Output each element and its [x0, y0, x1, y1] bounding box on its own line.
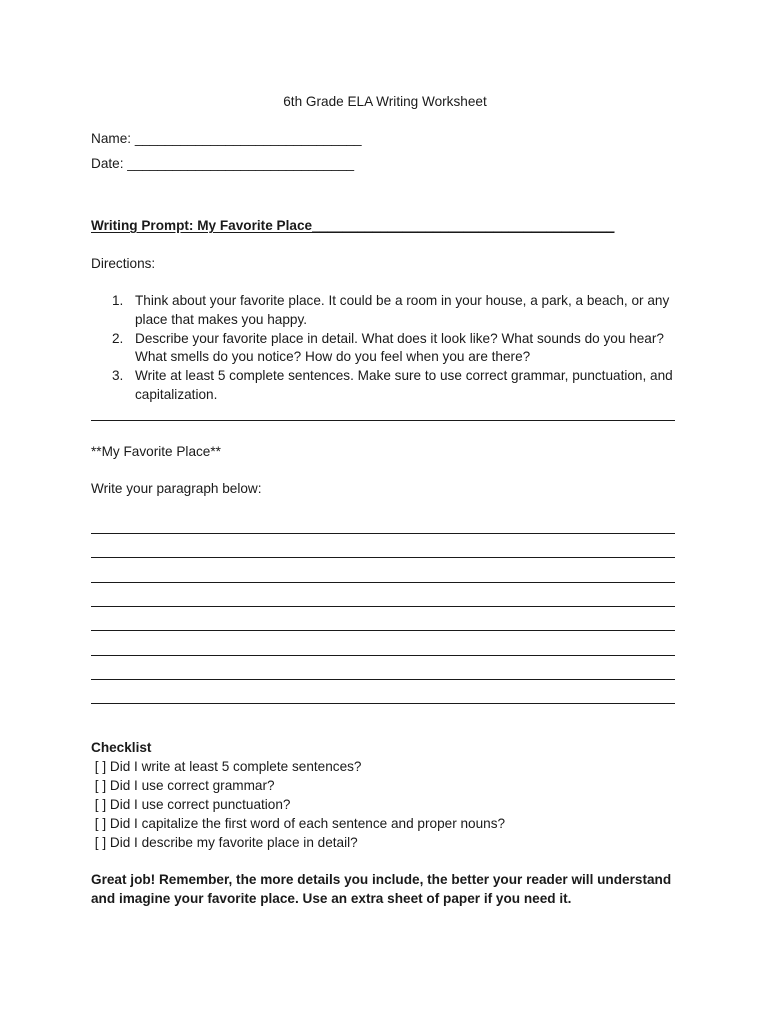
checklist-item: [ ] Did I describe my favorite place in detail? — [91, 835, 358, 850]
checklist-item: [ ] Did I capitalize the first word of each sentence and proper nouns? — [91, 816, 506, 831]
direction-item — [108, 367, 688, 405]
direction-text: Describe your favorite place in detail. What does it look like? What sounds do you hear? What smells do you notice? How do you feel when you are there? — [135, 330, 664, 365]
direction-number: 1. — [112, 293, 124, 308]
checklist-title: Checklist — [91, 740, 152, 755]
direction-item — [108, 292, 688, 330]
writing-line[interactable] — [91, 582, 675, 583]
checklist-item: [ ] Did I use correct punctuation? — [91, 797, 291, 812]
prompt-heading: Writing Prompt: My Favorite Place________________________________________ — [91, 218, 615, 233]
page-title: 6th Grade ELA Writing Worksheet — [283, 94, 487, 109]
direction-item — [108, 330, 688, 368]
writing-line[interactable] — [91, 679, 675, 680]
writing-line[interactable] — [91, 606, 675, 607]
directions-label: Directions: — [91, 256, 156, 271]
direction-number: 2. — [112, 330, 124, 346]
direction-number: 3. — [112, 368, 124, 384]
paragraph-prompt: Write your paragraph below: — [91, 481, 262, 496]
directions-list — [108, 292, 688, 405]
writing-line[interactable] — [91, 630, 675, 631]
writing-line[interactable] — [91, 533, 675, 534]
direction-text: Think about your favorite place. It could be a room in your house, a park, a beach, or any place that makes you happy. — [135, 293, 670, 327]
direction-text: Write at least 5 complete sentences. Make sure to use correct grammar, punctuation, and capitalization. — [135, 368, 673, 402]
name-field-line: Name: ______________________________ — [91, 131, 362, 146]
writing-line[interactable] — [91, 655, 675, 656]
section-divider — [91, 420, 675, 421]
writing-line[interactable] — [91, 557, 675, 558]
checklist-item: [ ] Did I use correct grammar? — [91, 778, 275, 793]
writing-line[interactable] — [91, 703, 675, 704]
checklist-item: [ ] Did I write at least 5 complete sentences? — [91, 759, 362, 774]
date-field-line: Date: ______________________________ — [91, 156, 355, 171]
checklist — [91, 738, 505, 852]
closing-note: Great job! Remember, the more details you include, the better your reader will understand and imagine your favorite place. Use an extra sheet of paper if you need it. — [91, 872, 672, 906]
section-title: **My Favorite Place** — [91, 444, 221, 459]
